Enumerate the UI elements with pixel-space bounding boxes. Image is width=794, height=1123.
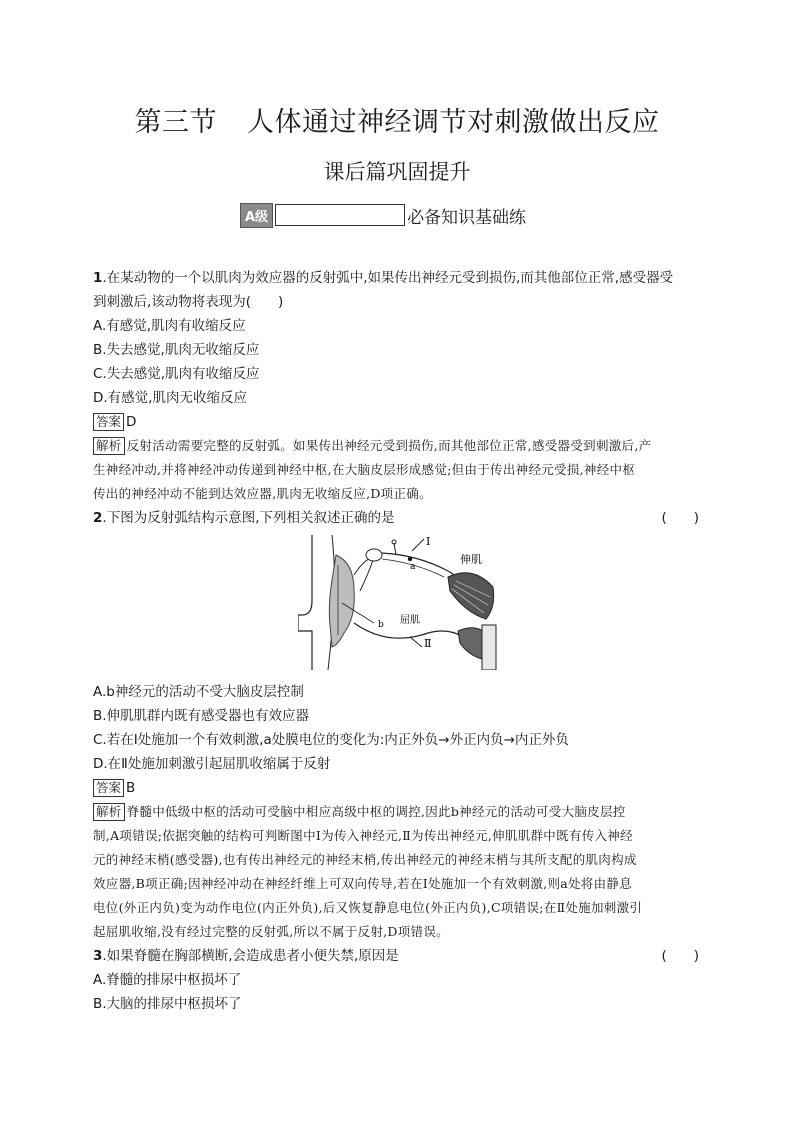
q1-stem-line-1: 1.在某动物的一个以肌肉为效应器的反射弧中,如果传出神经元受到损伤,而其他部位正常,感受器受: [93, 270, 674, 286]
stimulus-probe: [394, 543, 396, 555]
q1-stem-line-2: 到刺激后,该动物将表现为( ): [93, 294, 284, 310]
explanation-tag: 解析: [93, 803, 125, 821]
arrow-II: [410, 637, 422, 647]
q2-answer: 答案 B: [93, 776, 703, 800]
spinal-cord-outline: [298, 535, 312, 670]
label-I: Ⅰ: [426, 535, 431, 548]
arrow-I: [412, 539, 424, 551]
answer-tag: 答案: [93, 779, 124, 797]
answer-tag: 答案: [93, 413, 124, 431]
label-II: Ⅱ: [424, 637, 432, 650]
q2-option-c: C.若在Ⅰ处施加一个有效刺激,a处膜电位的变化为:内正外负→外正内负→内正外负: [93, 732, 569, 748]
q2-option-a: A.b神经元的活动不受大脑皮层控制: [93, 684, 304, 700]
page-title: [0, 100, 794, 139]
section-number: 第三节: [134, 107, 217, 138]
level-header: [240, 203, 526, 227]
q1-explanation: 解析 反射活动需要完整的反射弧。如果传出神经元受到损伤,而其他部位正常,感受器受到刺激后,产 生神经冲动,并将神经冲动传递到神经中枢,在大脑皮层形成感觉;但由于传出神经元受损,神经中枢 传出的神经冲动不能到达效应器,肌肉无收缩反应,D项正确。: [93, 438, 652, 501]
dorsal-root: [354, 557, 374, 591]
q3-option-b: B.大脑的排尿中枢损坏了: [93, 996, 242, 1012]
q2-explanation: 解析 脊髓中低级中枢的活动可受脑中相应高级中枢的调控,因此b神经元的活动可受大脑皮层控 制,A项错误;依据突触的结构可判断图中Ⅰ为传入神经元,Ⅱ为传出神经元,伸肌肌群中既有传入神经 元的神经末梢(感受器),也有传出神经元的神经末梢,传出神经元的神经末梢与其所支配的肌肉构成 效应器,B项正确;因神经冲动在神经纤维上可双向传导,若在Ⅰ处施加一个有效刺激,则a处将由静息 电位(外正内负)变为动作电位(内正外负),后又恢复静息电位(外正内负),C项错误;在Ⅱ处施加刺激引 起屈肌收缩,没有经过完整的反射弧,所以不属于反射,D项错误。: [93, 804, 643, 939]
label-b: b: [378, 620, 384, 630]
level-badge: A级: [240, 203, 273, 228]
q1-answer: 答案 D: [93, 410, 703, 434]
extensor-muscle: [448, 573, 494, 619]
page-subtitle: 课后篇巩固提升: [323, 160, 471, 184]
point-a: [408, 557, 412, 561]
q1-option-b: B.失去感觉,肌肉无收缩反应: [93, 342, 260, 358]
grey-matter: [329, 555, 354, 647]
q1-option-d: D.有感觉,肌肉无收缩反应: [93, 390, 247, 406]
q1-option-a: A.有感觉,肌肉有收缩反应: [93, 318, 246, 334]
q2-stem: 2.下图为反射弧结构示意图,下列相关叙述正确的是 ( ): [93, 510, 699, 526]
label-a: a: [410, 562, 416, 572]
bone: [482, 625, 496, 670]
q3-option-a: A.脊髓的排尿中枢损坏了: [93, 972, 242, 988]
ganglion: [366, 549, 382, 561]
q2-option-d: D.在Ⅱ处施加刺激引起屈肌收缩属于反射: [93, 756, 331, 772]
section-title: 人体通过神经调节对刺激做出反应: [247, 107, 660, 138]
label-extensor: 伸肌: [460, 553, 482, 566]
label-flexor: 屈肌: [400, 615, 420, 626]
reflex-arc-diagram: [298, 535, 498, 670]
level-title: 必备知识基础练: [407, 207, 527, 228]
explanation-tag: 解析: [93, 437, 125, 455]
q2-option-b: B.伸肌肌群内既有感受器也有效应器: [93, 708, 310, 724]
q3-stem: 3.如果脊髓在胸部横断,会造成患者小便失禁,原因是 ( ): [93, 948, 699, 964]
level-blank-box: [275, 204, 405, 226]
q1-option-c: C.失去感觉,肌肉有收缩反应: [93, 366, 260, 382]
